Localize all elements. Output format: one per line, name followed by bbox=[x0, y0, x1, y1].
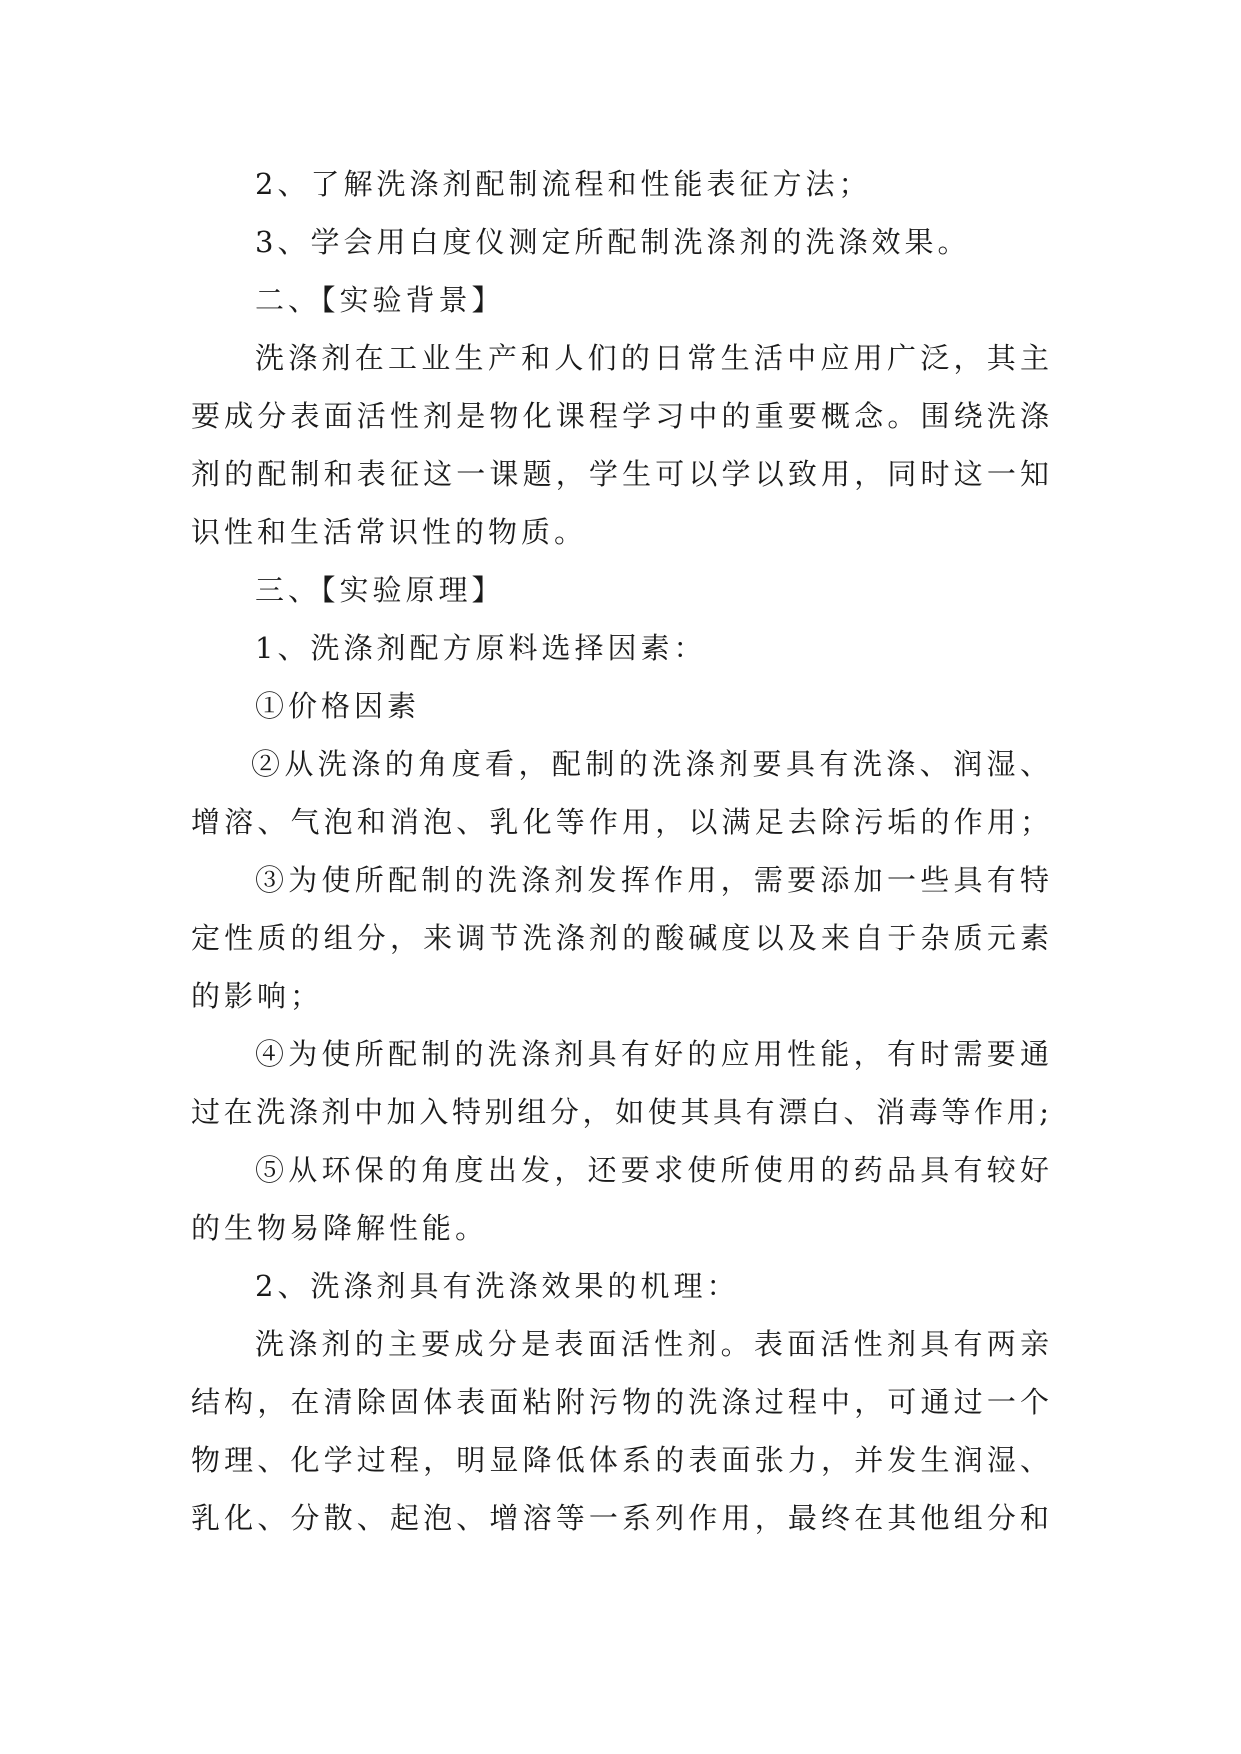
list-item: ②从洗涤的角度看，配制的洗涤剂要具有洗涤、润湿、 bbox=[251, 747, 1049, 781]
text-line: 的影响； bbox=[191, 979, 324, 1013]
text-line: 1、洗涤剂配方原料选择因素： bbox=[255, 631, 707, 665]
text-line: 过在洗涤剂中加入特别组分，如使其具有漂白、消毒等作用; bbox=[191, 1095, 1049, 1129]
text-line: 增溶、气泡和消泡、乳化等作用，以满足去除污垢的作用； bbox=[191, 805, 1049, 839]
text-line: 剂的配制和表征这一课题，学生可以学以致用，同时这一知 bbox=[191, 457, 1049, 491]
text-line: 物理、化学过程，明显降低体系的表面张力，并发生润湿、 bbox=[191, 1443, 1049, 1477]
list-item: ③为使所配制的洗涤剂发挥作用，需要添加一些具有特 bbox=[255, 863, 1049, 897]
text-line: 识性和生活常识性的物质。 bbox=[191, 515, 588, 549]
text-line: 要成分表面活性剂是物化课程学习中的重要概念。围绕洗涤 bbox=[191, 399, 1049, 433]
section-heading: 二、【实验背景】 bbox=[255, 283, 505, 317]
section-heading: 三、【实验原理】 bbox=[255, 573, 505, 607]
text-line: 3、学会用白度仪测定所配制洗涤剂的洗涤效果。 bbox=[255, 225, 971, 259]
document-body bbox=[191, 155, 1071, 1547]
text-line: 洗涤剂在工业生产和人们的日常生活中应用广泛，其主 bbox=[255, 341, 1049, 375]
text-line: 的生物易降解性能。 bbox=[191, 1211, 489, 1245]
text-line: 2、洗涤剂具有洗涤效果的机理： bbox=[255, 1269, 740, 1303]
list-item: ①价格因素 bbox=[255, 689, 421, 723]
list-item: ④为使所配制的洗涤剂具有好的应用性能，有时需要通 bbox=[255, 1037, 1049, 1071]
text-line: 乳化、分散、起泡、增溶等一系列作用，最终在其他组分和 bbox=[191, 1501, 1049, 1535]
text-line: 2、了解洗涤剂配制流程和性能表征方法； bbox=[255, 167, 872, 201]
text-line: 定性质的组分，来调节洗涤剂的酸碱度以及来自于杂质元素 bbox=[191, 921, 1049, 955]
text-line: 结构，在清除固体表面粘附污物的洗涤过程中，可通过一个 bbox=[191, 1385, 1049, 1419]
list-item: ⑤从环保的角度出发，还要求使所使用的药品具有较好 bbox=[255, 1153, 1049, 1187]
text-line: 洗涤剂的主要成分是表面活性剂。表面活性剂具有两亲 bbox=[255, 1327, 1049, 1361]
